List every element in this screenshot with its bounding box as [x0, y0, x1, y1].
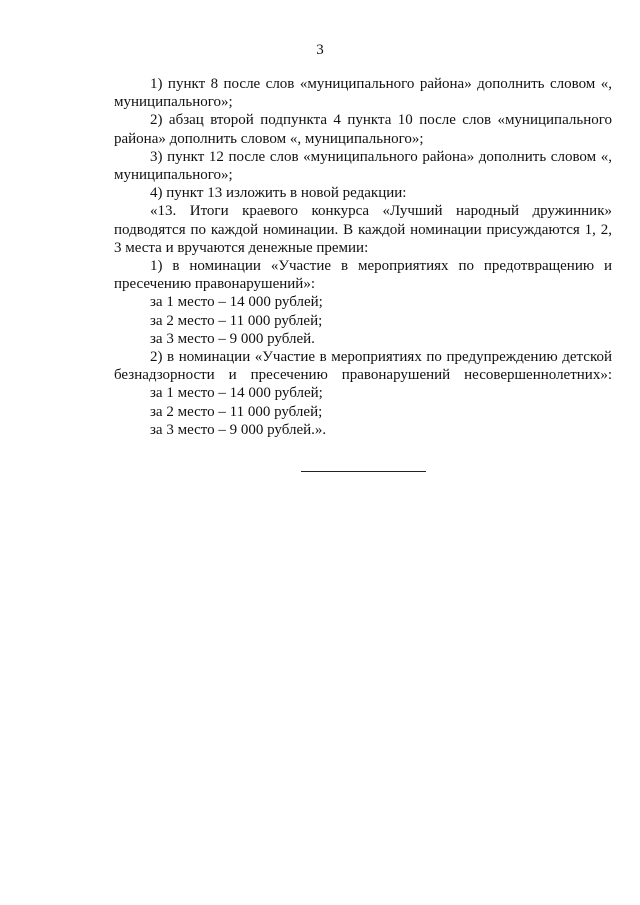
- prize-line-3rd: за 3 место – 9 000 рублей.».: [150, 421, 327, 438]
- paragraph-item-13: «13. Итоги краевого конкурса «Лучший народный дружинник» подводятся по каждой номинации. В каждой номинации присуждаются 1, 2, 3 места и вручаются денежные премии:: [114, 203, 612, 256]
- paragraph-nomination-1: 1) в номинации «Участие в мероприятиях по предотвращению и пресечению правонарушений»:: [114, 258, 612, 293]
- prize-line-1st: за 1 место – 14 000 рублей;: [150, 385, 323, 402]
- end-separator-line: [301, 471, 426, 472]
- prize-line-2nd: за 2 место – 11 000 рублей;: [150, 403, 323, 420]
- paragraph-amendment-4: 4) пункт 13 изложить в новой редакции:: [150, 185, 407, 202]
- paragraph-amendment-3: 3) пункт 12 после слов «муниципального района» дополнить словом «, муниципального»;: [114, 148, 612, 184]
- page-number: 3: [316, 42, 324, 58]
- prize-line-3rd: за 3 место – 9 000 рублей.: [150, 330, 315, 347]
- paragraph-amendment-2: 2) абзац второй подпункта 4 пункта 10 после слов «муниципального района» дополнить словом «, муниципального»;: [114, 112, 612, 147]
- prize-line-1st: за 1 место – 14 000 рублей;: [150, 294, 323, 311]
- paragraph-nomination-2: 2) в номинации «Участие в мероприятиях по предупреждению детской безнадзорности и пресечению правонарушений несовершеннолетних»:: [114, 349, 612, 384]
- paragraph-amendment-1: 1) пункт 8 после слов «муниципального района» дополнить словом «, муниципального»;: [114, 76, 612, 111]
- prize-line-2nd: за 2 место – 11 000 рублей;: [150, 312, 323, 329]
- document-body: [114, 75, 612, 439]
